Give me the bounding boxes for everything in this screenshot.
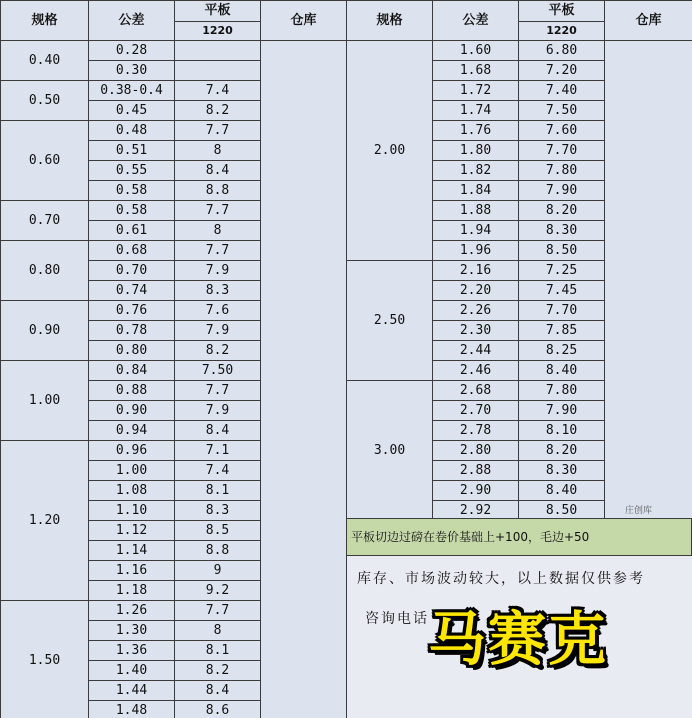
price-cell: 7.9 bbox=[175, 261, 261, 281]
price-cell: 7.1 bbox=[175, 441, 261, 461]
tolerance-cell: 1.60 bbox=[433, 41, 519, 61]
price-cell: 7.4 bbox=[175, 81, 261, 101]
price-cell: 7.70 bbox=[519, 301, 605, 321]
price-cell: 9 bbox=[175, 561, 261, 581]
header-flat bbox=[175, 1, 261, 41]
price-cell: 8.50 bbox=[519, 241, 605, 261]
tolerance-cell: 0.76 bbox=[89, 301, 175, 321]
price-cell: 7.7 bbox=[175, 201, 261, 221]
price-cell: 8.10 bbox=[519, 421, 605, 441]
tolerance-cell: 1.44 bbox=[89, 681, 175, 701]
price-cell: 8.20 bbox=[519, 201, 605, 221]
price-cell: 9.2 bbox=[175, 581, 261, 601]
tolerance-cell: 2.78 bbox=[433, 421, 519, 441]
spec-cell: 2.50 bbox=[347, 261, 433, 381]
price-cell: 7.70 bbox=[519, 141, 605, 161]
disclaimer-text: 库存、市场波动较大，以上数据仅供参考 bbox=[357, 571, 645, 587]
spec-cell: 0.70 bbox=[1, 201, 89, 241]
left-table-body bbox=[1, 41, 347, 718]
price-cell: 7.85 bbox=[519, 321, 605, 341]
tolerance-cell: 1.48 bbox=[89, 701, 175, 718]
price-cell: 7.45 bbox=[519, 281, 605, 301]
price-cell: 8.30 bbox=[519, 221, 605, 241]
tolerance-cell: 0.38-0.4 bbox=[89, 81, 175, 101]
spec-cell: 0.40 bbox=[1, 41, 89, 81]
warehouse-cell bbox=[261, 41, 347, 718]
spec-cell: 0.90 bbox=[1, 301, 89, 361]
tolerance-cell: 0.30 bbox=[89, 61, 175, 81]
price-cell: 8.4 bbox=[175, 161, 261, 181]
header-spec: 规格 bbox=[347, 1, 433, 41]
spec-cell: 2.00 bbox=[347, 41, 433, 261]
tolerance-cell: 1.08 bbox=[89, 481, 175, 501]
header-warehouse: 仓库 bbox=[261, 1, 347, 41]
price-cell: 8.3 bbox=[175, 281, 261, 301]
spec-cell: 0.60 bbox=[1, 121, 89, 201]
tolerance-cell: 1.18 bbox=[89, 581, 175, 601]
price-cell: 8.40 bbox=[519, 361, 605, 381]
price-cell: 7.60 bbox=[519, 121, 605, 141]
tolerance-cell: 0.48 bbox=[89, 121, 175, 141]
tolerance-cell: 0.96 bbox=[89, 441, 175, 461]
price-cell: 7.4 bbox=[175, 461, 261, 481]
spec-cell: 1.20 bbox=[1, 441, 89, 601]
tolerance-cell: 0.58 bbox=[89, 201, 175, 221]
pricing-note: 平板切边过磅在卷价基础上+100，毛边+50 bbox=[346, 518, 692, 556]
price-cell: 8 bbox=[175, 141, 261, 161]
tolerance-cell: 0.51 bbox=[89, 141, 175, 161]
price-cell: 7.6 bbox=[175, 301, 261, 321]
tolerance-cell: 1.36 bbox=[89, 641, 175, 661]
tolerance-cell: 2.46 bbox=[433, 361, 519, 381]
header-flat-label: 平板 bbox=[548, 3, 575, 18]
tolerance-cell: 0.45 bbox=[89, 101, 175, 121]
spec-cell: 3.00 bbox=[347, 381, 433, 521]
table-row bbox=[347, 41, 692, 61]
contact-label: 咨询电话 bbox=[365, 611, 429, 627]
price-cell: 8.2 bbox=[175, 101, 261, 121]
tolerance-cell: 1.26 bbox=[89, 601, 175, 621]
header-flat-label: 平板 bbox=[204, 3, 231, 18]
tolerance-cell: 2.26 bbox=[433, 301, 519, 321]
price-cell: 8.4 bbox=[175, 681, 261, 701]
tolerance-cell: 1.96 bbox=[433, 241, 519, 261]
tolerance-cell: 1.14 bbox=[89, 541, 175, 561]
price-cell: 7.40 bbox=[519, 81, 605, 101]
tolerance-cell: 0.80 bbox=[89, 341, 175, 361]
tolerance-cell: 0.84 bbox=[89, 361, 175, 381]
tolerance-cell: 0.88 bbox=[89, 381, 175, 401]
price-cell bbox=[175, 61, 261, 81]
tolerance-cell: 0.74 bbox=[89, 281, 175, 301]
header-tolerance: 公差 bbox=[89, 1, 175, 41]
tolerance-cell: 2.20 bbox=[433, 281, 519, 301]
tolerance-cell: 0.94 bbox=[89, 421, 175, 441]
price-cell bbox=[175, 41, 261, 61]
tolerance-cell: 2.16 bbox=[433, 261, 519, 281]
tolerance-cell: 1.74 bbox=[433, 101, 519, 121]
tolerance-cell: 1.94 bbox=[433, 221, 519, 241]
right-price-table bbox=[346, 0, 692, 521]
header-warehouse: 仓库 bbox=[605, 1, 692, 41]
price-cell: 8.40 bbox=[519, 481, 605, 501]
price-cell: 8.1 bbox=[175, 481, 261, 501]
tolerance-cell: 0.90 bbox=[89, 401, 175, 421]
tolerance-cell: 0.58 bbox=[89, 181, 175, 201]
price-cell: 8 bbox=[175, 621, 261, 641]
tolerance-cell: 0.70 bbox=[89, 261, 175, 281]
spec-cell: 0.50 bbox=[1, 81, 89, 121]
price-cell: 6.80 bbox=[519, 41, 605, 61]
header-flat-width: 1220 bbox=[175, 21, 260, 40]
table-row bbox=[1, 41, 347, 61]
tolerance-cell: 0.28 bbox=[89, 41, 175, 61]
price-cell: 8.4 bbox=[175, 421, 261, 441]
tolerance-cell: 1.00 bbox=[89, 461, 175, 481]
price-cell: 8.25 bbox=[519, 341, 605, 361]
spec-cell: 1.50 bbox=[1, 601, 89, 718]
tolerance-cell: 2.90 bbox=[433, 481, 519, 501]
price-cell: 8.8 bbox=[175, 541, 261, 561]
price-cell: 7.90 bbox=[519, 401, 605, 421]
price-cell: 8.2 bbox=[175, 341, 261, 361]
tolerance-cell: 1.68 bbox=[433, 61, 519, 81]
tolerance-cell: 1.82 bbox=[433, 161, 519, 181]
tolerance-cell: 0.78 bbox=[89, 321, 175, 341]
tolerance-cell: 1.10 bbox=[89, 501, 175, 521]
right-table-body bbox=[347, 41, 692, 521]
tolerance-cell: 2.70 bbox=[433, 401, 519, 421]
tolerance-cell: 1.30 bbox=[89, 621, 175, 641]
price-cell: 7.7 bbox=[175, 601, 261, 621]
tolerance-cell: 1.80 bbox=[433, 141, 519, 161]
price-cell: 7.7 bbox=[175, 121, 261, 141]
tolerance-cell: 2.80 bbox=[433, 441, 519, 461]
price-cell: 7.9 bbox=[175, 321, 261, 341]
tolerance-cell: 2.88 bbox=[433, 461, 519, 481]
header-tolerance: 公差 bbox=[433, 1, 519, 41]
tolerance-cell: 1.84 bbox=[433, 181, 519, 201]
tolerance-cell: 1.72 bbox=[433, 81, 519, 101]
faint-watermark: 庄创库 bbox=[625, 506, 653, 516]
tolerance-cell: 1.40 bbox=[89, 661, 175, 681]
tolerance-cell: 0.68 bbox=[89, 241, 175, 261]
tolerance-cell: 2.44 bbox=[433, 341, 519, 361]
header-spec: 规格 bbox=[1, 1, 89, 41]
price-cell: 8.3 bbox=[175, 501, 261, 521]
price-cell: 7.80 bbox=[519, 381, 605, 401]
price-cell: 8 bbox=[175, 221, 261, 241]
tolerance-cell: 1.76 bbox=[433, 121, 519, 141]
spec-cell: 0.80 bbox=[1, 241, 89, 301]
price-cell: 7.25 bbox=[519, 261, 605, 281]
price-cell: 8.6 bbox=[175, 701, 261, 718]
price-cell: 7.7 bbox=[175, 381, 261, 401]
price-cell: 7.90 bbox=[519, 181, 605, 201]
tolerance-cell: 2.92 bbox=[433, 501, 519, 521]
price-cell: 7.20 bbox=[519, 61, 605, 81]
price-cell: 7.50 bbox=[519, 101, 605, 121]
price-cell: 8.1 bbox=[175, 641, 261, 661]
price-cell: 7.50 bbox=[175, 361, 261, 381]
price-cell: 8.5 bbox=[175, 521, 261, 541]
price-cell: 8.30 bbox=[519, 461, 605, 481]
tolerance-cell: 1.16 bbox=[89, 561, 175, 581]
price-cell: 7.80 bbox=[519, 161, 605, 181]
tolerance-cell: 2.68 bbox=[433, 381, 519, 401]
tolerance-cell: 0.55 bbox=[89, 161, 175, 181]
header-flat bbox=[519, 1, 605, 41]
price-cell: 8.50 bbox=[519, 501, 605, 521]
tolerance-cell: 2.30 bbox=[433, 321, 519, 341]
price-cell: 7.9 bbox=[175, 401, 261, 421]
spec-cell: 1.00 bbox=[1, 361, 89, 441]
price-cell: 8.8 bbox=[175, 181, 261, 201]
price-cell: 8.2 bbox=[175, 661, 261, 681]
tolerance-cell: 1.88 bbox=[433, 201, 519, 221]
tolerance-cell: 1.12 bbox=[89, 521, 175, 541]
warehouse-cell bbox=[605, 41, 692, 521]
tolerance-cell: 0.61 bbox=[89, 221, 175, 241]
header-flat-width: 1220 bbox=[519, 21, 604, 40]
price-cell: 8.20 bbox=[519, 441, 605, 461]
mosaic-stamp: 马赛克 bbox=[428, 605, 609, 673]
price-cell: 7.7 bbox=[175, 241, 261, 261]
